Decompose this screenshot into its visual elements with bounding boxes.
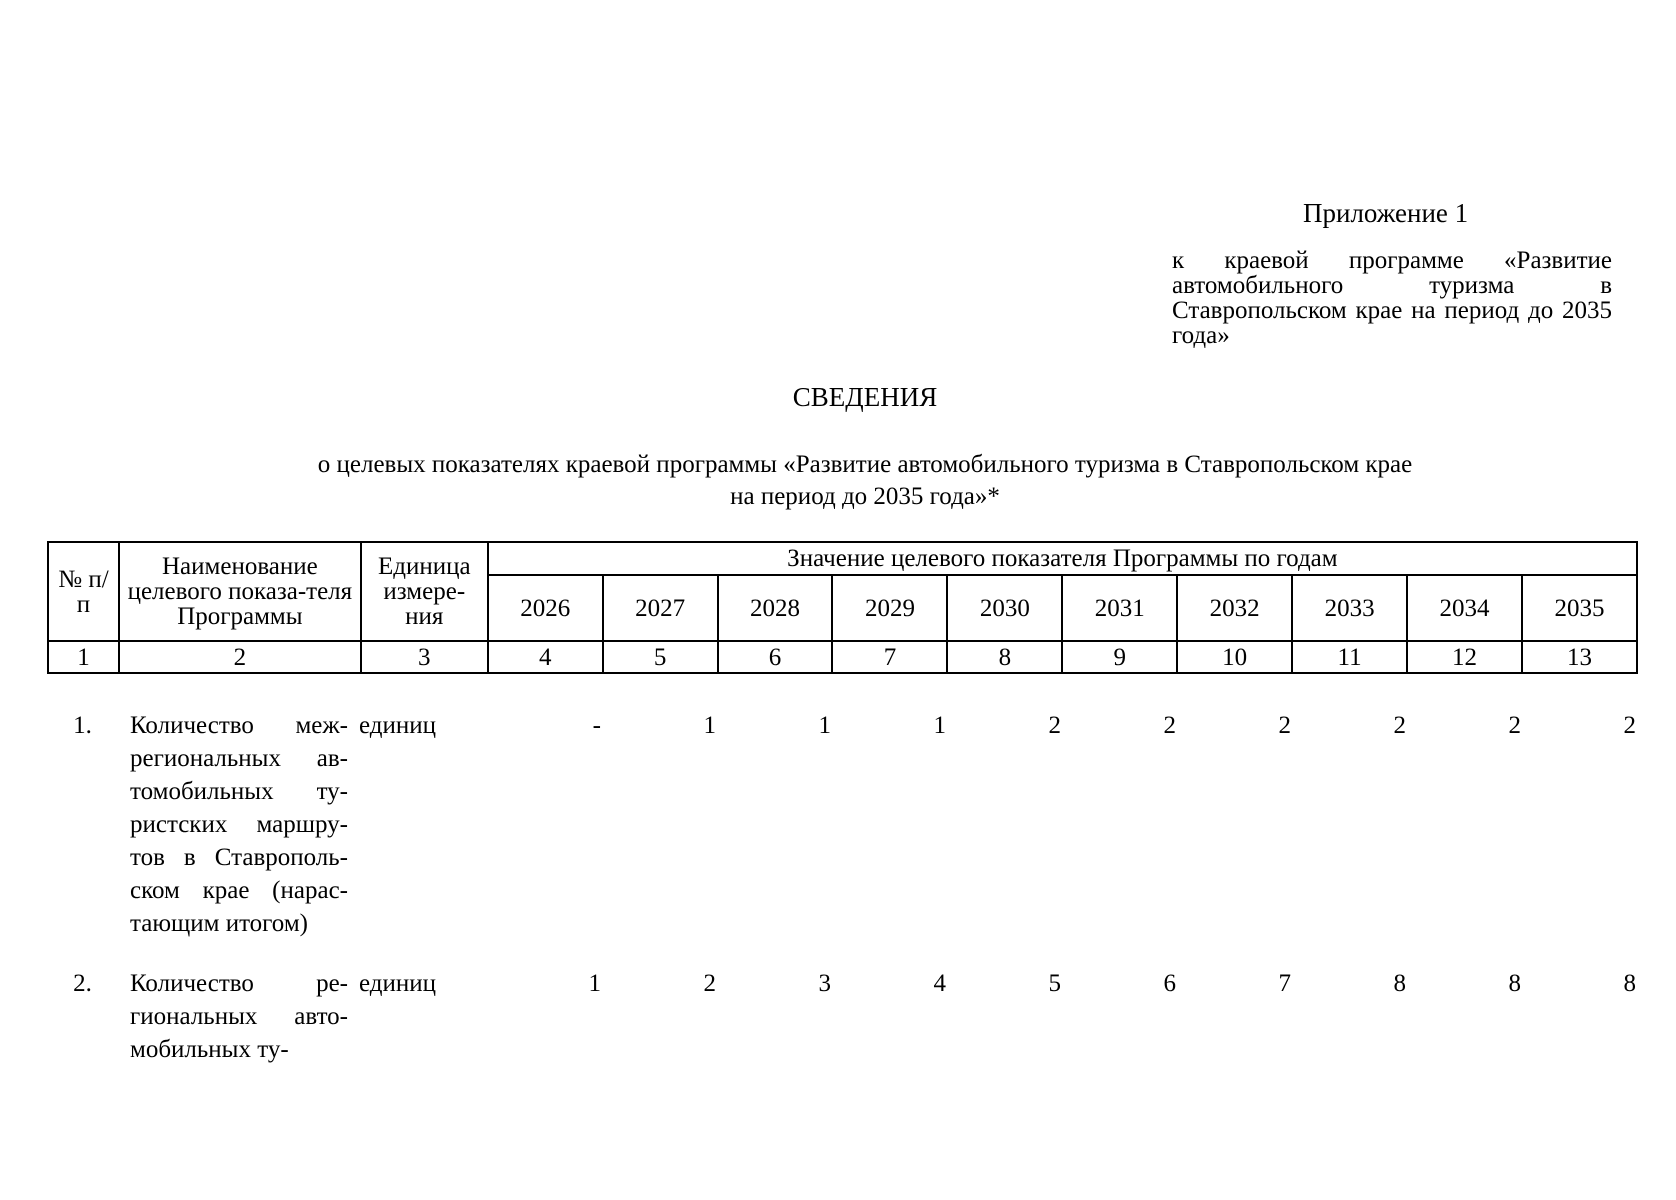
column-number: 1 [48,641,119,673]
column-number: 2 [119,641,361,673]
row-value: 2 [703,970,716,997]
header-year: 2026 [488,575,603,641]
column-number: 7 [832,641,947,673]
subtitle-line-2: на период до 2035 года»* [730,483,1000,510]
row-value: 2 [1048,712,1061,739]
row-value: 8 [1393,970,1406,997]
header-indicator-name: Наименование целевого показа-теля Программы [119,542,361,641]
row-indicator-name: Количество меж-региональных ав-томобильных ту-ристских маршру-тов в Ставрополь-ском крае (нарас-тающим итогом) [130,712,348,937]
appendix-reference: к краевой программе «Развитие автомобильного туризма в Ставропольском крае на период до 2035 года» [1172,247,1612,349]
row-number: 1. [73,712,92,739]
document-title: СВЕДЕНИЯ [792,382,938,412]
subtitle-line-1: о целевых показателях краевой программы «Развитие автомобильного туризма в Ставропольском крае [317,451,1413,478]
header-year: 2028 [718,575,833,641]
header-year: 2033 [1292,575,1407,641]
row-indicator-name: Количество ре-гиональных авто-мобильных ту- [130,970,348,1063]
column-number: 6 [718,641,833,673]
header-year: 2032 [1177,575,1292,641]
row-value: 2 [1508,712,1521,739]
row-value: 4 [933,970,946,997]
appendix-label: Приложение 1 [1303,198,1469,228]
row-value: 2 [1163,712,1176,739]
header-num: № п/п [48,542,119,641]
header-year: 2030 [947,575,1062,641]
row-value: 5 [1048,970,1061,997]
column-number: 13 [1522,641,1637,673]
column-number: 12 [1407,641,1522,673]
row-unit: единиц [359,712,437,739]
row-value: 7 [1278,970,1291,997]
row-value: 1 [703,712,716,739]
row-value: 3 [818,970,831,997]
header-year: 2029 [832,575,947,641]
column-number: 5 [603,641,718,673]
row-value: 2 [1278,712,1291,739]
column-number: 10 [1177,641,1292,673]
column-number: 4 [488,641,603,673]
header-values-group: Значение целевого показателя Программы по годам [488,542,1637,575]
column-number: 3 [361,641,488,673]
document-subtitle [0,449,1676,513]
row-value: 1 [818,712,831,739]
row-value: 8 [1623,970,1636,997]
row-number: 2. [73,970,92,997]
indicators-header-table [47,541,1638,674]
header-unit: Единица измере-ния [361,542,488,641]
column-number: 9 [1062,641,1177,673]
header-year: 2027 [603,575,718,641]
row-value: - [592,712,601,739]
column-number: 11 [1292,641,1407,673]
header-year: 2031 [1062,575,1177,641]
column-number: 8 [947,641,1062,673]
header-year: 2035 [1522,575,1637,641]
row-value: 8 [1508,970,1521,997]
row-unit: единиц [359,970,437,997]
row-value: 2 [1393,712,1406,739]
header-year: 2034 [1407,575,1522,641]
row-value: 6 [1163,970,1176,997]
row-value: 1 [933,712,946,739]
row-value: 1 [588,970,601,997]
row-value: 2 [1623,712,1636,739]
